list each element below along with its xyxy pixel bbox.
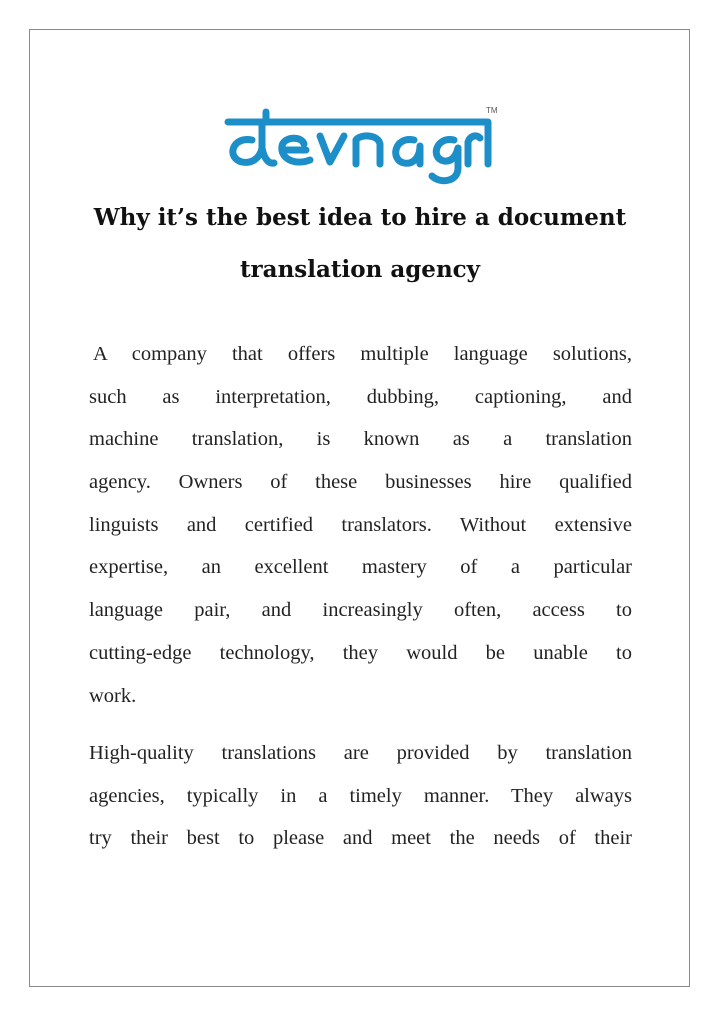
paragraph-line: such as interpretation, dubbing, captioning, and bbox=[89, 385, 632, 408]
paragraph-line: agency. Owners of these businesses hire qualified bbox=[89, 471, 632, 494]
paragraph-line: cutting-edge technology, they would be unable to bbox=[89, 641, 632, 664]
paragraph-1 bbox=[89, 333, 632, 717]
title-line-2: translation agency bbox=[239, 256, 481, 283]
paragraph-line: work. bbox=[89, 684, 137, 707]
paragraph-line: linguists and certified translators. Without extensive bbox=[89, 513, 632, 536]
paragraph-line: try their best to please and meet the needs of their bbox=[89, 827, 632, 850]
title-line-1: Why it’s the best idea to hire a document bbox=[93, 204, 627, 231]
document-title bbox=[60, 192, 660, 296]
paragraph-2 bbox=[89, 732, 632, 860]
paragraph-line: agencies, typically in a timely manner. They always bbox=[89, 784, 632, 807]
paragraph-line: expertise, an excellent mastery of a particular bbox=[89, 556, 632, 579]
trademark-mark: TM bbox=[486, 106, 498, 115]
paragraph-line: A company that offers multiple language solutions, bbox=[93, 343, 632, 365]
paragraph-line: language pair, and increasingly often, access to bbox=[89, 599, 632, 622]
paragraph-line: machine translation, is known as a translation bbox=[89, 428, 632, 451]
paragraph-line: High-quality translations are provided by translation bbox=[89, 742, 632, 764]
devnagri-logo bbox=[218, 100, 500, 190]
